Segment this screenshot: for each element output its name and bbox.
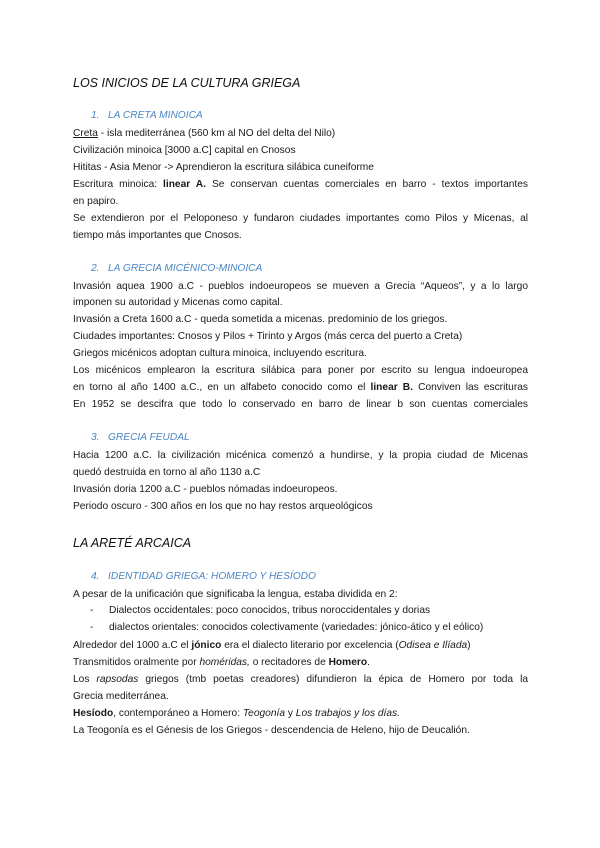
text-span: Escritura minoica: (73, 179, 164, 190)
list-item-text: Dialectos occidentales: poco conocidos, tribus noroccidentales y dorias (109, 605, 431, 616)
italic-term: Teogonía (242, 708, 286, 719)
text-span: - isla mediterránea (560 km al NO del delta del Nilo) (97, 128, 336, 139)
text-line: En 1952 se descifra que todo lo conservado en barro de linear b son cuentas comerciales (73, 399, 528, 410)
section-number: 3. (91, 432, 100, 443)
text-line: Invasión aquea 1900 a.C - pueblos indoeuropeos se mueven a Grecia “Aqueos”, y a lo largo (73, 281, 528, 292)
text-line: imponen su autoridad y Micenas como capital. (73, 297, 283, 308)
italic-term: rapsodas (96, 674, 139, 685)
bold-term: linear B. (370, 382, 413, 393)
text-line: Invasión doria 1200 a.C - pueblos nómadas indoeuropeos. (73, 484, 338, 495)
bullet-dash: - (90, 622, 94, 633)
text-span: ) (467, 640, 471, 651)
text-line: Se extendieron por el Peloponeso y fundaron ciudades importantes como Pilos y Micenas, al (73, 213, 528, 224)
text-line (73, 656, 370, 669)
text-span: Los (73, 674, 97, 685)
text-line: Periodo oscuro - 300 años en los que no hay restos arqueológicos (73, 501, 373, 512)
text-line: Invasión a Creta 1600 a.C - queda sometida a micenas. predominio de los griegos. (73, 314, 448, 325)
bold-term: Hesíodo (73, 708, 114, 719)
section-number: 1. (91, 110, 100, 121)
text-span: Transmitidos oralmente por (73, 657, 200, 668)
text-span: era el dialecto literario por excelencia ( (221, 640, 399, 651)
list-item (90, 605, 430, 616)
text-span: en torno al año 1400 a.C., en un alfabeto conocido como el (73, 382, 371, 393)
italic-term: Odisea e Ilíada (398, 640, 468, 651)
page-title-2: LA ARETÉ ARCAICA (73, 536, 192, 550)
text-span: griegos (tmb poetas creadores) difundieron la épica de Homero por toda la (138, 674, 528, 685)
text-line: Hacia 1200 a.C. la civilización micénica comenzó a hundirse, y la propia ciudad de Micenas (73, 450, 528, 461)
text-line: Ciudades importantes: Cnosos y Pilos + Tirinto y Argos (más cerca del puerto a Creta) (73, 331, 463, 342)
text-line: Grecia mediterránea. (73, 691, 169, 702)
text-span: o recitadores de (249, 657, 329, 668)
underlined-term: Creta (73, 128, 98, 139)
section-heading-1 (91, 110, 203, 121)
section-heading-3 (91, 432, 190, 443)
text-span: . (367, 657, 370, 668)
text-line: A pesar de la unificación que significaba la lengua, estaba dividida en 2: (73, 589, 398, 600)
text-span: , contemporáneo a Homero: (113, 708, 243, 719)
list-item (90, 622, 483, 633)
text-line (73, 707, 400, 720)
text-line: quedó destruida en torno al año 1130 a.C (73, 467, 261, 478)
bullet-dash: - (90, 605, 94, 616)
text-line: Civilización minoica [3000 a.C] capital en Cnosos (73, 145, 296, 156)
page-title: LOS INICIOS DE LA CULTURA GRIEGA (73, 76, 301, 90)
section-title: LA GRECIA MICÉNICO-MINOICA (108, 263, 263, 274)
bold-term: linear A. (163, 179, 206, 190)
text-line (73, 127, 335, 140)
text-line: La Teogonía es el Génesis de los Griegos - descendencia de Heleno, hijo de Deucalión. (73, 725, 470, 736)
section-number: 4. (91, 571, 100, 582)
text-line: Los micénicos emplearon la escritura silábica para poner por escrito su lengua indoeuropea (73, 365, 528, 376)
bold-term: Homero (328, 657, 368, 668)
section-heading-2 (91, 263, 262, 274)
section-title: LA CRETA MINOICA (108, 110, 203, 121)
text-line: en papiro. (73, 196, 119, 207)
text-line (73, 178, 528, 191)
section-title: IDENTIDAD GRIEGA: HOMERO Y HESÍODO (108, 571, 316, 582)
italic-term: homéridas, (199, 657, 250, 668)
text-line: tiempo más importantes que Cnosos. (73, 230, 242, 241)
text-line (73, 639, 471, 652)
list-item-text: dialectos orientales: conocidos colectivamente (variedades: jónico-ático y el eólico) (109, 622, 484, 633)
section-title: GRECIA FEUDAL (108, 432, 190, 443)
italic-term: Los trabajos y los días. (295, 708, 400, 719)
text-line: Hititas - Asia Menor -> Aprendieron la escritura silábica cuneiforme (73, 162, 374, 173)
section-number: 2. (91, 263, 100, 274)
section-heading-4 (91, 571, 316, 582)
text-span: Se conservan cuentas comerciales en barro - textos importantes (206, 179, 528, 190)
bold-term: jónico (191, 640, 222, 651)
text-line (73, 673, 528, 686)
text-line (73, 381, 528, 394)
text-span: Conviven las escrituras (413, 382, 528, 393)
text-span: y (285, 708, 296, 719)
text-span: Alrededor del 1000 a.C el (73, 640, 192, 651)
text-line: Griegos micénicos adoptan cultura minoica, incluyendo escritura. (73, 348, 367, 359)
